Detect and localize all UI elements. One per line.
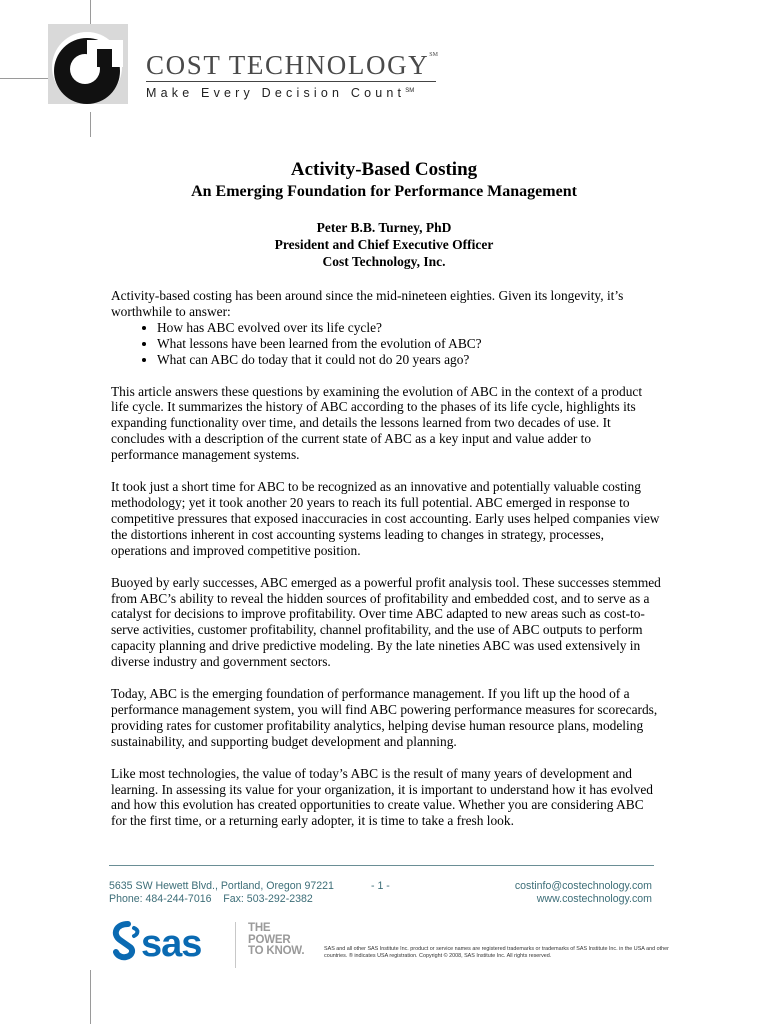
body-paragraph: This article answers these questions by examining the evolution of ABC in the context of a product life cycle. It summarizes the history of ABC according to the phases of its life cycle, highlights its expanding functionality over time, and details the lessons learned from two decades of use. It concludes with a description of the current state of ABC as a key input and value adder to performance management systems.: [111, 383, 643, 463]
intro-paragraph: Activity-based costing has been around since the mid-nineteen eighties. Given its longevity, it’s worthwhile to answer:: [111, 288, 624, 319]
slogan-line: POWER: [248, 933, 291, 946]
service-mark: SM: [405, 88, 415, 94]
author-name: Peter B.B. Turney, PhD: [316, 220, 452, 235]
page-number: - 1 -: [371, 880, 390, 892]
cost-technology-logo-icon: [40, 20, 140, 120]
body-paragraph: Buoyed by early successes, ABC emerged as a powerful profit analysis tool. These successes stemmed from ABC’s ability to reveal the hidden sources of profitability and embedded cost, and to serve as a catalyst for decisions to improve profitability. Over time ABC adapted to new areas such as cost-to-serve activities, customer profitability, channel profitability, and the use of ABC outputs to perform capacity planning and drive predictive modeling. By the late nineties ABC was used extensively in diverse industry and government sectors.: [111, 574, 661, 670]
logo-separator: [235, 922, 236, 968]
question-list: [111, 320, 661, 368]
article-title: Activity-Based Costing: [290, 159, 478, 180]
article-subtitle: An Emerging Foundation for Performance Management: [191, 183, 577, 200]
body-paragraph: It took just a short time for ABC to be recognized as an innovative and potentially valuable costing methodology; yet it took another 20 years to reach its full potential. ABC emerged in response to competitive pressures that exposed inaccuracies in cost accounting. Early uses helped companies view the distortions inherent in cost accounting systems leading to changes in strategy, processes, operations and improved competitive position.: [111, 479, 660, 558]
body-paragraph: Today, ABC is the emerging foundation of performance management. If you lift up the hood of a performance management system, you will find ABC powering performance measures for scorecards, providing rates for customer profitability analytics, helping devise human resource plans, modeling sustainability, and supporting budget development and planning.: [111, 686, 658, 749]
service-mark: SM: [429, 52, 438, 58]
footer-divider: [109, 865, 654, 866]
brand-tagline: Make Every Decision Count℠: [146, 86, 415, 100]
footer-web: [515, 880, 652, 906]
footer-email-link[interactable]: costinfo@costechnology.com: [514, 880, 652, 892]
body-paragraph: Like most technologies, the value of today’s ABC is the result of many years of development and learning. In assessing its value for your organization, it is important to understand how it has evolved and how this evolution has created opportunities to create value. Whether you are considering ABC for the first time, or a returning early adopter, it is time to take a fresh look.: [111, 765, 653, 829]
sas-wordmark: sas: [141, 923, 202, 964]
list-item: • What can ABC do today that it could not do 20 years ago?: [157, 352, 661, 368]
article-body: [111, 288, 661, 845]
sas-logo-icon: [108, 920, 228, 964]
list-item: • How has ABC evolved over its life cycle?: [157, 320, 661, 336]
footer-contact: [109, 880, 334, 906]
footer-phone-fax: Phone: 484-244-7016 Fax: 503-292-2382: [109, 893, 313, 905]
slogan-line: THE: [248, 922, 271, 934]
legal-notice: SAS and all other SAS Institute Inc. product or service names are registered trademarks or trademarks of SAS Institute Inc. in the USA and other countries. ® indicates USA registration. Copyright © 2008, SAS Institute Inc. All rights reserved.: [324, 946, 669, 959]
footer-website-link[interactable]: www.costechnology.com: [536, 893, 652, 905]
list-item: • What lessons have been learned from the evolution of ABC?: [157, 336, 661, 352]
slogan-line: TO KNOW.: [248, 945, 305, 958]
brand-name: COST TECHNOLOGY℠: [146, 50, 438, 80]
author-company: Cost Technology, Inc.: [322, 254, 446, 269]
brand-divider: [146, 81, 436, 82]
author-title: President and Chief Executive Officer: [274, 237, 494, 252]
crop-mark: [90, 970, 91, 1024]
sas-slogan: [248, 923, 304, 958]
footer-address: 5635 SW Hewett Blvd., Portland, Oregon 97221: [109, 880, 334, 892]
